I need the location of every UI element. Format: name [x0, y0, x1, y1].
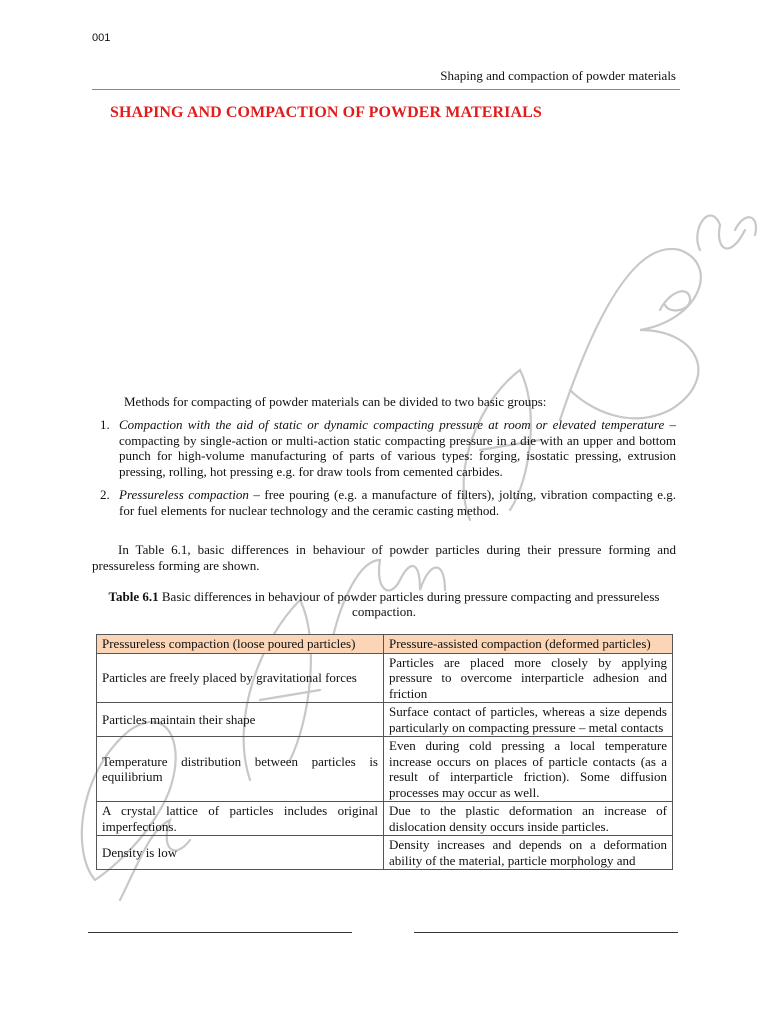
- list-item: [92, 417, 676, 479]
- table-header-cell: Pressure-assisted compaction (deformed particles): [384, 635, 673, 654]
- list-number: 2.: [100, 487, 110, 502]
- page-number: 001: [92, 32, 111, 44]
- comparison-table: [96, 634, 673, 870]
- table-cell: Due to the plastic deformation an increase of dislocation density occurs inside particles.: [384, 802, 673, 836]
- intro-paragraph: Methods for compacting of powder materials can be divided to two basic groups:: [124, 394, 547, 409]
- table-cell: Even during cold pressing a local temperature increase occurs on places of particle contacts (as a result of interparticle friction). Some diffusion processes may occur as well.: [384, 737, 673, 802]
- table-row: [97, 802, 673, 836]
- compaction-methods-list: [92, 417, 676, 526]
- list-term: Compaction with the aid of static or dynamic compacting pressure at room or elevated temperature: [119, 417, 665, 432]
- table-row: [97, 653, 673, 703]
- footer-rule-right: [414, 932, 678, 933]
- list-text: – free pouring (e.g. a manufacture of filters), jolting, vibration compacting e.g. for fuel elements for nuclear technology and the ceramic casting method.: [119, 487, 677, 518]
- list-term: Pressureless compaction: [119, 487, 249, 502]
- header-rule: [92, 89, 680, 90]
- table-cell: Temperature distribution between particles is equilibrium: [97, 737, 384, 802]
- table-cell: Surface contact of particles, whereas a size depends particularly on compacting pressure – metal contacts: [384, 703, 673, 737]
- table-cell: Particles maintain their shape: [97, 703, 384, 737]
- table-cell: Particles are placed more closely by applying pressure to overcome interparticle adhesion and friction: [384, 653, 673, 703]
- table-row: [97, 836, 673, 870]
- table-row: [97, 703, 673, 737]
- table-cell: Particles are freely placed by gravitational forces: [97, 653, 384, 703]
- table-row: [97, 737, 673, 802]
- list-text: – compacting by single-action or multi-action static compacting pressure in a die with an upper and bottom punch for high-volume manufacturing of parts of various types: forging, isostatic pressing, extrusion pressing, rolling, hot pressing e.g. for draw tools from cemented carbides.: [119, 417, 676, 479]
- table-caption-text: Basic differences in behaviour of powder particles during pressure compacting and pressureless compaction.: [158, 589, 660, 619]
- list-item: [92, 487, 676, 518]
- table-cell: Density increases and depends on a deformation ability of the material, particle morphology and: [384, 836, 673, 870]
- table-header-row: [97, 635, 673, 654]
- table-caption-label: Table 6.1: [108, 589, 159, 604]
- page-title: SHAPING AND COMPACTION OF POWDER MATERIALS: [110, 104, 542, 121]
- footer-rule-left: [88, 932, 352, 933]
- table-cell: Density is low: [97, 836, 384, 870]
- table-caption: [92, 589, 676, 619]
- table-header-cell: Pressureless compaction (loose poured particles): [97, 635, 384, 654]
- running-header: Shaping and compaction of powder materials: [440, 68, 676, 83]
- table-cell: A crystal lattice of particles includes original imperfections.: [97, 802, 384, 836]
- list-number: 1.: [100, 417, 110, 432]
- table-intro-paragraph: In Table 6.1, basic differences in behaviour of powder particles during their pressure forming and pressureless forming are shown.: [92, 542, 676, 573]
